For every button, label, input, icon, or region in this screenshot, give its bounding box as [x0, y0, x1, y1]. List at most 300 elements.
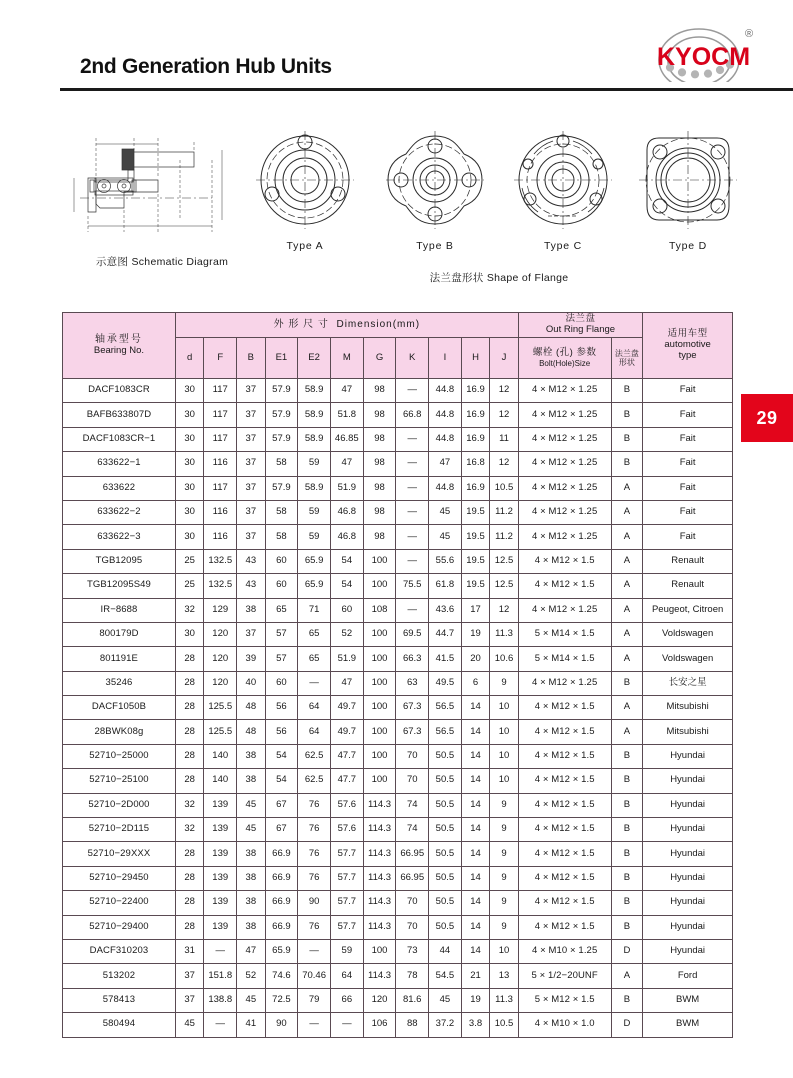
- cell-dim-G: 98: [363, 427, 396, 451]
- cell-dim-E2: 65.9: [298, 574, 331, 598]
- cell-dim-E2: —: [298, 1013, 331, 1037]
- cell-automotive-type: Fait: [643, 525, 733, 549]
- cell-dim-H: 14: [461, 744, 489, 768]
- cell-flange-shape: A: [611, 574, 643, 598]
- cell-dim-E2: 59: [298, 452, 331, 476]
- cell-dim-F: 139: [204, 793, 237, 817]
- cell-dim-M: 47.7: [330, 769, 363, 793]
- cell-bearing-no: 52710−25000: [63, 744, 176, 768]
- cell-dim-G: 100: [363, 622, 396, 646]
- cell-bolt-size: 4 × M12 × 1.25: [518, 379, 611, 403]
- table-row: [63, 769, 733, 793]
- cell-dim-J: 9: [490, 818, 518, 842]
- cell-bearing-no: 52710−22400: [63, 891, 176, 915]
- cell-dim-J: 12: [490, 598, 518, 622]
- cell-dim-G: 108: [363, 598, 396, 622]
- cell-dim-J: 10.6: [490, 647, 518, 671]
- cell-dim-F: 117: [204, 476, 237, 500]
- flange-type-d-icon: [633, 128, 743, 234]
- flange-type-a-figure: [250, 128, 360, 234]
- header-dim-E2: E2: [298, 338, 331, 379]
- table-body: [63, 379, 733, 1038]
- cell-dim-M: 57.6: [330, 818, 363, 842]
- table-row: [63, 452, 733, 476]
- cell-dim-E1: 66.9: [265, 915, 298, 939]
- cell-automotive-type: Fait: [643, 379, 733, 403]
- cell-bearing-no: 580494: [63, 1013, 176, 1037]
- cell-dim-E2: 59: [298, 500, 331, 524]
- cell-dim-E1: 74.6: [265, 964, 298, 988]
- header-dim-K: K: [396, 338, 429, 379]
- cell-dim-B: 47: [237, 939, 265, 963]
- cell-dim-B: 39: [237, 647, 265, 671]
- cell-dim-I: 44.8: [429, 476, 462, 500]
- cell-dim-d: 45: [175, 1013, 203, 1037]
- cell-dim-H: 14: [461, 939, 489, 963]
- cell-dim-d: 30: [175, 500, 203, 524]
- cell-automotive-type: 长安之星: [643, 671, 733, 695]
- cell-dim-G: 120: [363, 988, 396, 1012]
- cell-bearing-no: 513202: [63, 964, 176, 988]
- cell-dim-J: 9: [490, 891, 518, 915]
- cell-bolt-size: 4 × M12 × 1.5: [518, 866, 611, 890]
- cell-dim-B: 37: [237, 525, 265, 549]
- cell-dim-d: 28: [175, 915, 203, 939]
- cell-dim-B: 45: [237, 988, 265, 1012]
- cell-dim-K: 70: [396, 915, 429, 939]
- cell-bearing-no: BAFB633807D: [63, 403, 176, 427]
- cell-dim-E1: 60: [265, 574, 298, 598]
- cell-dim-B: 38: [237, 769, 265, 793]
- cell-dim-I: 50.5: [429, 915, 462, 939]
- cell-dim-B: 37: [237, 379, 265, 403]
- cell-dim-J: 9: [490, 793, 518, 817]
- cell-automotive-type: BWM: [643, 1013, 733, 1037]
- cell-dim-M: 47: [330, 379, 363, 403]
- cell-dim-H: 6: [461, 671, 489, 695]
- cell-dim-B: 38: [237, 915, 265, 939]
- cell-automotive-type: Voldswagen: [643, 647, 733, 671]
- cell-flange-shape: A: [611, 476, 643, 500]
- cell-dim-F: 116: [204, 452, 237, 476]
- cell-dim-G: 100: [363, 696, 396, 720]
- cell-dim-E1: 67: [265, 818, 298, 842]
- cell-bolt-size: 4 × M12 × 1.25: [518, 452, 611, 476]
- cell-dim-M: 46.8: [330, 500, 363, 524]
- cell-dim-J: 13: [490, 964, 518, 988]
- cell-dim-E1: 66.9: [265, 891, 298, 915]
- cell-flange-shape: B: [611, 866, 643, 890]
- cell-dim-B: 41: [237, 1013, 265, 1037]
- cell-dim-I: 50.5: [429, 793, 462, 817]
- cell-dim-E1: 65: [265, 598, 298, 622]
- table-row: [63, 574, 733, 598]
- cell-dim-B: 37: [237, 622, 265, 646]
- header-dim-G: G: [363, 338, 396, 379]
- cell-dim-G: 114.3: [363, 866, 396, 890]
- cell-bearing-no: 633622: [63, 476, 176, 500]
- hub-unit-cross-section-icon: [62, 120, 252, 250]
- cell-bearing-no: DACF1083CR: [63, 379, 176, 403]
- cell-dim-E1: 66.9: [265, 866, 298, 890]
- cell-bolt-size: 4 × M12 × 1.5: [518, 549, 611, 573]
- cell-dim-E1: 57: [265, 622, 298, 646]
- cell-bolt-size: 5 × M14 × 1.5: [518, 647, 611, 671]
- cell-flange-shape: B: [611, 818, 643, 842]
- cell-dim-J: 11.2: [490, 525, 518, 549]
- table-row: [63, 818, 733, 842]
- cell-dim-E2: 58.9: [298, 379, 331, 403]
- cell-bearing-no: TGB12095: [63, 549, 176, 573]
- cell-bolt-size: 4 × M12 × 1.5: [518, 891, 611, 915]
- cell-bearing-no: TGB12095S49: [63, 574, 176, 598]
- cell-dim-I: 45: [429, 525, 462, 549]
- cell-automotive-type: Hyundai: [643, 842, 733, 866]
- table-row: [63, 891, 733, 915]
- cell-dim-F: 139: [204, 818, 237, 842]
- cell-dim-M: 51.9: [330, 476, 363, 500]
- header-dim-I: I: [429, 338, 462, 379]
- cell-dim-B: 37: [237, 403, 265, 427]
- cell-dim-I: 50.5: [429, 866, 462, 890]
- cell-dim-I: 44.8: [429, 403, 462, 427]
- cell-dim-F: 132.5: [204, 549, 237, 573]
- cell-dim-K: 66.8: [396, 403, 429, 427]
- cell-automotive-type: Mitsubishi: [643, 720, 733, 744]
- table-row: [63, 696, 733, 720]
- cell-dim-B: 37: [237, 452, 265, 476]
- svg-text:®: ®: [745, 28, 754, 40]
- cell-dim-J: 9: [490, 915, 518, 939]
- cell-dim-E2: 76: [298, 842, 331, 866]
- cell-automotive-type: Hyundai: [643, 939, 733, 963]
- cell-flange-shape: A: [611, 549, 643, 573]
- cell-automotive-type: Hyundai: [643, 793, 733, 817]
- cell-dim-E1: 65.9: [265, 939, 298, 963]
- cell-dim-M: 57.6: [330, 793, 363, 817]
- cell-dim-H: 16.9: [461, 427, 489, 451]
- cell-dim-J: 11.3: [490, 988, 518, 1012]
- flange-type-d-label: Type D: [668, 240, 708, 252]
- cell-dim-d: 28: [175, 671, 203, 695]
- cell-bolt-size: 4 × M12 × 1.25: [518, 525, 611, 549]
- cell-bolt-size: 5 × M14 × 1.5: [518, 622, 611, 646]
- cell-flange-shape: A: [611, 647, 643, 671]
- cell-dim-M: 57.7: [330, 842, 363, 866]
- cell-bolt-size: 4 × M12 × 1.25: [518, 476, 611, 500]
- flange-type-a-icon: [250, 128, 360, 234]
- cell-dim-F: 125.5: [204, 720, 237, 744]
- cell-dim-E2: 70.46: [298, 964, 331, 988]
- cell-dim-E2: 58.9: [298, 427, 331, 451]
- cell-dim-I: 37.2: [429, 1013, 462, 1037]
- cell-dim-M: 64: [330, 964, 363, 988]
- table-row: [63, 866, 733, 890]
- cell-dim-I: 50.5: [429, 744, 462, 768]
- cell-dim-H: 19.5: [461, 500, 489, 524]
- cell-dim-d: 28: [175, 891, 203, 915]
- cell-automotive-type: Hyundai: [643, 769, 733, 793]
- header-dim-H: H: [461, 338, 489, 379]
- cell-dim-E1: 60: [265, 671, 298, 695]
- cell-dim-K: 73: [396, 939, 429, 963]
- header-out-ring-flange: [518, 313, 642, 338]
- cell-flange-shape: B: [611, 379, 643, 403]
- cell-flange-shape: D: [611, 1013, 643, 1037]
- cell-flange-shape: B: [611, 915, 643, 939]
- cell-dim-M: 59: [330, 939, 363, 963]
- cell-dim-G: 100: [363, 574, 396, 598]
- cell-dim-K: —: [396, 379, 429, 403]
- cell-dim-H: 14: [461, 842, 489, 866]
- cell-bolt-size: 4 × M12 × 1.5: [518, 769, 611, 793]
- kyocm-logo: [637, 20, 765, 82]
- cell-dim-I: 44: [429, 939, 462, 963]
- cell-dim-F: 140: [204, 769, 237, 793]
- cell-dim-G: 106: [363, 1013, 396, 1037]
- cell-dim-I: 50.5: [429, 891, 462, 915]
- cell-dim-d: 31: [175, 939, 203, 963]
- cell-dim-G: 100: [363, 939, 396, 963]
- cell-dim-E1: 57.9: [265, 379, 298, 403]
- cell-dim-E2: 65.9: [298, 549, 331, 573]
- cell-dim-J: 10: [490, 696, 518, 720]
- table-row: [63, 1013, 733, 1037]
- cell-automotive-type: Renault: [643, 549, 733, 573]
- cell-dim-d: 28: [175, 696, 203, 720]
- cell-dim-d: 28: [175, 842, 203, 866]
- cell-dim-K: 88: [396, 1013, 429, 1037]
- cell-dim-d: 32: [175, 598, 203, 622]
- figure-row: [0, 112, 793, 292]
- cell-dim-B: 40: [237, 671, 265, 695]
- cell-dim-J: 12.5: [490, 574, 518, 598]
- page-header: [0, 0, 793, 96]
- header-dimension-cn: 外 形 尺 寸: [273, 319, 329, 331]
- cell-flange-shape: B: [611, 427, 643, 451]
- cell-dim-H: 14: [461, 720, 489, 744]
- cell-dim-I: 56.5: [429, 696, 462, 720]
- cell-flange-shape: B: [611, 744, 643, 768]
- cell-dim-H: 19: [461, 988, 489, 1012]
- cell-dim-I: 55.6: [429, 549, 462, 573]
- cell-dim-F: 120: [204, 647, 237, 671]
- cell-bearing-no: 52710−29450: [63, 866, 176, 890]
- cell-dim-J: 12.5: [490, 549, 518, 573]
- table-row: [63, 403, 733, 427]
- cell-dim-E1: 54: [265, 744, 298, 768]
- header-dim-B: B: [237, 338, 265, 379]
- cell-dim-K: 63: [396, 671, 429, 695]
- cell-automotive-type: Fait: [643, 427, 733, 451]
- cell-dim-K: 81.6: [396, 988, 429, 1012]
- cell-bearing-no: 633622−2: [63, 500, 176, 524]
- header-dimension-text: [274, 319, 420, 330]
- cell-dim-I: 43.6: [429, 598, 462, 622]
- cell-dim-B: 38: [237, 891, 265, 915]
- cell-dim-d: 30: [175, 452, 203, 476]
- cell-dim-E2: 76: [298, 793, 331, 817]
- cell-dim-B: 37: [237, 476, 265, 500]
- cell-dim-I: 49.5: [429, 671, 462, 695]
- cell-dim-H: 16.9: [461, 403, 489, 427]
- cell-dim-d: 25: [175, 549, 203, 573]
- cell-dim-J: 12: [490, 403, 518, 427]
- cell-bolt-size: 4 × M12 × 1.25: [518, 598, 611, 622]
- cell-dim-G: 114.3: [363, 915, 396, 939]
- cell-dim-I: 45: [429, 988, 462, 1012]
- cell-bolt-size: 4 × M12 × 1.25: [518, 500, 611, 524]
- cell-dim-F: 120: [204, 622, 237, 646]
- cell-dim-E2: —: [298, 939, 331, 963]
- schematic-diagram-caption: 示意图 Schematic Diagram: [95, 256, 229, 268]
- hub-unit-spec-table: [62, 312, 733, 1038]
- cell-dim-K: —: [396, 525, 429, 549]
- flange-type-c-icon: [508, 128, 618, 234]
- cell-dim-M: 51.9: [330, 647, 363, 671]
- table-row: [63, 379, 733, 403]
- cell-dim-d: 32: [175, 818, 203, 842]
- cell-dim-J: 11.3: [490, 622, 518, 646]
- cell-dim-I: 50.5: [429, 818, 462, 842]
- cell-dim-d: 30: [175, 403, 203, 427]
- header-bearing-no-cn: 轴承型号: [94, 334, 143, 346]
- cell-automotive-type: Mitsubishi: [643, 696, 733, 720]
- cell-dim-E1: 72.5: [265, 988, 298, 1012]
- cell-dim-J: 10.5: [490, 476, 518, 500]
- cell-dim-G: 114.3: [363, 964, 396, 988]
- cell-dim-I: 61.8: [429, 574, 462, 598]
- cell-bolt-size: 4 × M10 × 1.0: [518, 1013, 611, 1037]
- cell-bolt-size: 4 × M12 × 1.25: [518, 671, 611, 695]
- cell-dim-G: 98: [363, 452, 396, 476]
- cell-automotive-type: Voldswagen: [643, 622, 733, 646]
- cell-dim-E2: 65: [298, 622, 331, 646]
- flange-type-c-figure: [508, 128, 618, 234]
- cell-dim-E2: 90: [298, 891, 331, 915]
- cell-dim-d: 28: [175, 769, 203, 793]
- cell-dim-H: 14: [461, 891, 489, 915]
- cell-bolt-size: 4 × M12 × 1.25: [518, 427, 611, 451]
- cell-bearing-no: 28BWK08g: [63, 720, 176, 744]
- cell-automotive-type: Hyundai: [643, 915, 733, 939]
- cell-dim-E2: 76: [298, 866, 331, 890]
- bearing-ring-logo-icon: [637, 20, 765, 82]
- cell-dim-M: 57.7: [330, 915, 363, 939]
- header-bolt-en: Bolt(Hole)Size: [539, 358, 591, 368]
- cell-dim-I: 56.5: [429, 720, 462, 744]
- cell-dim-I: 50.5: [429, 769, 462, 793]
- cell-dim-B: 43: [237, 549, 265, 573]
- cell-dim-K: —: [396, 427, 429, 451]
- cell-dim-F: 120: [204, 671, 237, 695]
- header-auto-en1: automotive: [664, 339, 711, 351]
- cell-dim-K: —: [396, 598, 429, 622]
- cell-dim-E1: 57.9: [265, 427, 298, 451]
- cell-dim-d: 28: [175, 866, 203, 890]
- cell-dim-M: 46.85: [330, 427, 363, 451]
- cell-dim-H: 19.5: [461, 574, 489, 598]
- cell-dim-H: 14: [461, 866, 489, 890]
- flange-type-b-label: Type B: [416, 240, 454, 252]
- cell-dim-E1: 54: [265, 769, 298, 793]
- cell-dim-G: 98: [363, 379, 396, 403]
- cell-dim-H: 19: [461, 622, 489, 646]
- cell-dim-F: 151.8: [204, 964, 237, 988]
- cell-dim-H: 16.9: [461, 379, 489, 403]
- table-row: [63, 671, 733, 695]
- cell-dim-B: 37: [237, 427, 265, 451]
- cell-bearing-no: IR−8688: [63, 598, 176, 622]
- cell-dim-B: 48: [237, 696, 265, 720]
- cell-dim-E2: 64: [298, 720, 331, 744]
- cell-dim-J: 10: [490, 744, 518, 768]
- cell-dim-d: 28: [175, 647, 203, 671]
- cell-flange-shape: A: [611, 525, 643, 549]
- cell-dim-E1: 57.9: [265, 476, 298, 500]
- cell-dim-H: 14: [461, 696, 489, 720]
- cell-dim-I: 50.5: [429, 842, 462, 866]
- cell-dim-E1: 58: [265, 452, 298, 476]
- cell-flange-shape: A: [611, 598, 643, 622]
- schematic-diagram-figure: [62, 120, 252, 250]
- cell-dim-J: 10: [490, 720, 518, 744]
- cell-dim-I: 54.5: [429, 964, 462, 988]
- cell-bearing-no: 578413: [63, 988, 176, 1012]
- cell-dim-d: 32: [175, 793, 203, 817]
- cell-flange-shape: A: [611, 622, 643, 646]
- cell-dim-M: 47: [330, 671, 363, 695]
- flange-type-a-label: Type A: [286, 240, 324, 252]
- cell-dim-E1: 58: [265, 500, 298, 524]
- table-row: [63, 939, 733, 963]
- cell-dim-E1: 67: [265, 793, 298, 817]
- cell-dim-E1: 66.9: [265, 842, 298, 866]
- cell-automotive-type: Fait: [643, 500, 733, 524]
- cell-dim-d: 37: [175, 964, 203, 988]
- cell-flange-shape: B: [611, 842, 643, 866]
- cell-automotive-type: Hyundai: [643, 818, 733, 842]
- header-dimension-en: Dimension(mm): [336, 319, 421, 331]
- cell-bearing-no: DACF310203: [63, 939, 176, 963]
- cell-dim-K: 78: [396, 964, 429, 988]
- cell-dim-d: 30: [175, 427, 203, 451]
- table-row: [63, 988, 733, 1012]
- cell-flange-shape: B: [611, 403, 643, 427]
- cell-bolt-size: 4 × M12 × 1.5: [518, 720, 611, 744]
- header-flange-cn: 法兰盘: [565, 313, 596, 325]
- cell-dim-G: 100: [363, 549, 396, 573]
- cell-dim-I: 41.5: [429, 647, 462, 671]
- cell-dim-J: 11.2: [490, 500, 518, 524]
- cell-dim-K: —: [396, 452, 429, 476]
- cell-dim-F: 139: [204, 842, 237, 866]
- cell-dim-G: 100: [363, 744, 396, 768]
- cell-flange-shape: A: [611, 500, 643, 524]
- cell-dim-M: 47.7: [330, 744, 363, 768]
- cell-dim-I: 45: [429, 500, 462, 524]
- cell-dim-B: 45: [237, 793, 265, 817]
- table-row: [63, 598, 733, 622]
- cell-dim-E1: 56: [265, 696, 298, 720]
- cell-bearing-no: DACF1083CR−1: [63, 427, 176, 451]
- cell-dim-H: 21: [461, 964, 489, 988]
- cell-dim-M: 47: [330, 452, 363, 476]
- header-dim-J: J: [490, 338, 518, 379]
- table-row: [63, 793, 733, 817]
- cell-bolt-size: 4 × M12 × 1.5: [518, 842, 611, 866]
- cell-dim-F: 116: [204, 500, 237, 524]
